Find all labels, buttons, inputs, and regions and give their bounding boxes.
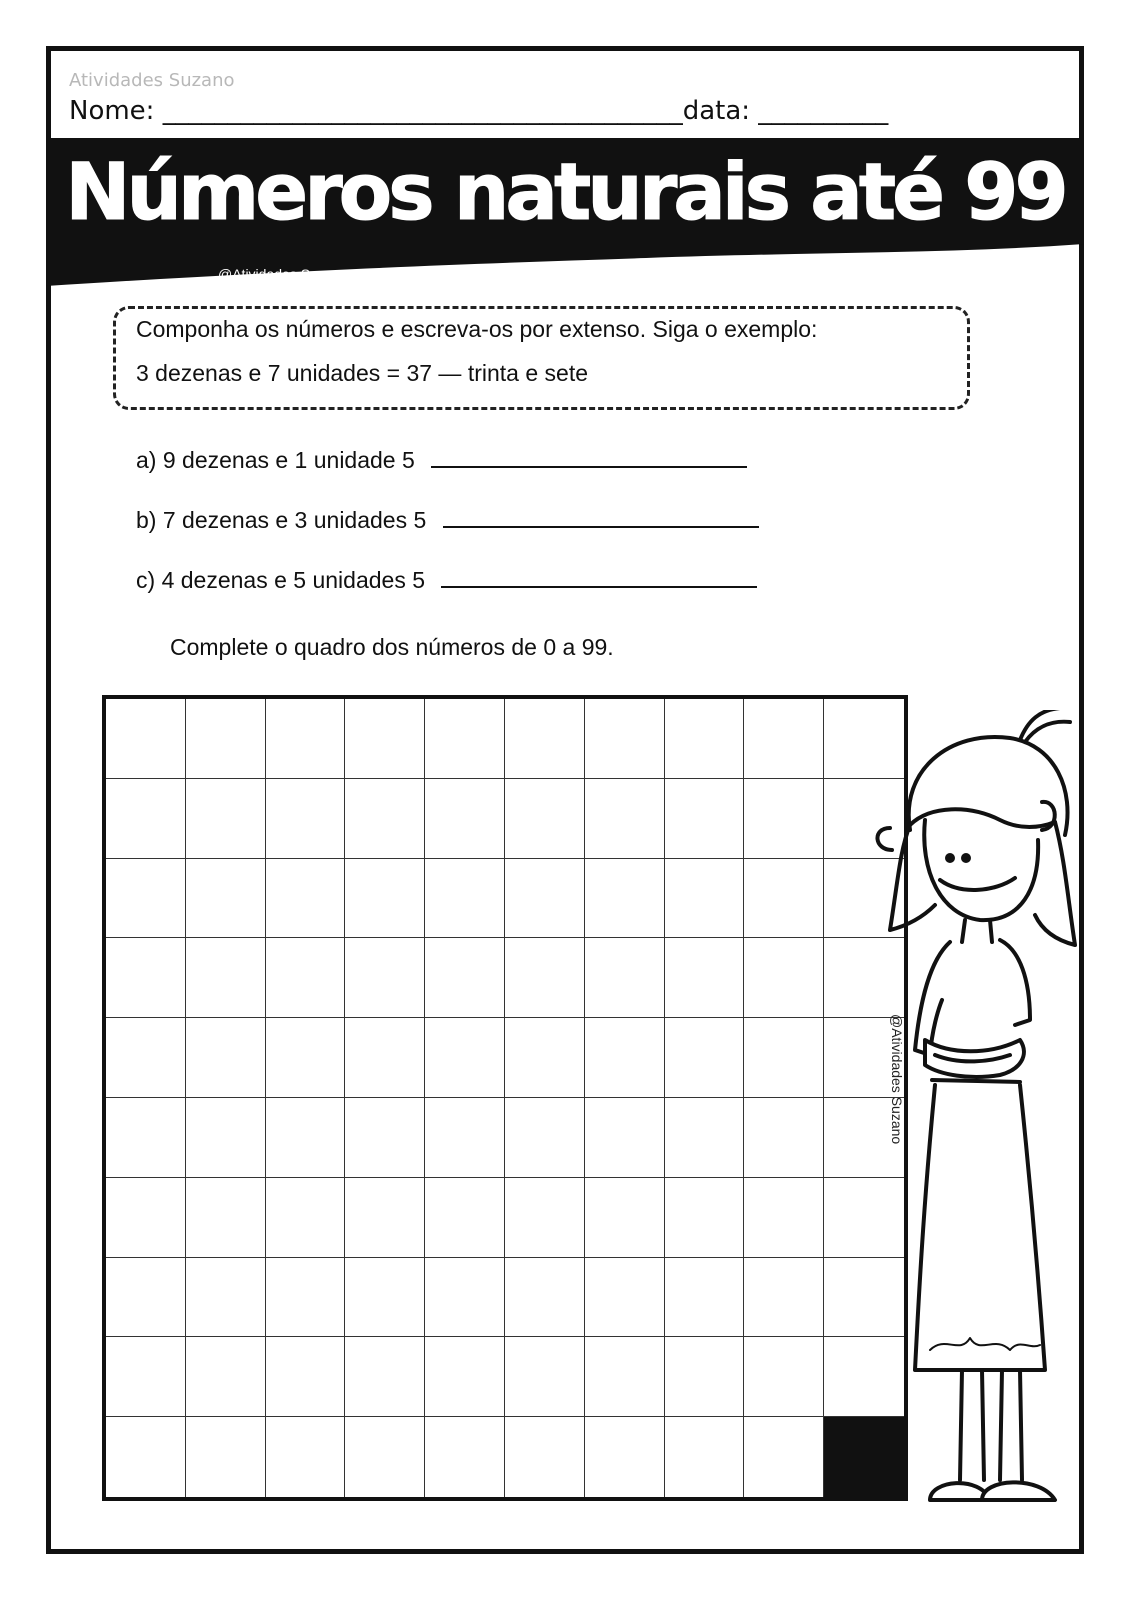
grid-cell[interactable] (505, 1098, 585, 1178)
question-label: b) (136, 507, 157, 533)
grid-cell[interactable] (425, 1337, 505, 1417)
grid-cell[interactable] (345, 938, 425, 1018)
grid-cell[interactable] (744, 699, 824, 779)
grid-cell[interactable] (186, 779, 266, 859)
grid-cell[interactable] (585, 1337, 665, 1417)
grid-cell[interactable] (585, 1258, 665, 1338)
grid-cell[interactable] (505, 938, 585, 1018)
grid-cell[interactable] (266, 1258, 346, 1338)
grid-cell[interactable] (425, 1098, 505, 1178)
question-text: 7 dezenas e 3 unidades 5 (162, 507, 427, 533)
grid-cell[interactable] (665, 938, 745, 1018)
grid-cell[interactable] (345, 699, 425, 779)
grid-cell[interactable] (345, 859, 425, 939)
question-label: a) (136, 447, 157, 473)
grid-cell[interactable] (186, 699, 266, 779)
grid-cell[interactable] (505, 699, 585, 779)
grid-cell[interactable] (425, 699, 505, 779)
question-b (136, 506, 759, 534)
grid-cell[interactable] (505, 1018, 585, 1098)
grid-cell[interactable] (186, 938, 266, 1018)
answer-line[interactable] (441, 566, 757, 588)
grid-cell[interactable] (665, 699, 745, 779)
grid-cell[interactable] (425, 1018, 505, 1098)
grid-cell[interactable] (744, 1018, 824, 1098)
grid-cell[interactable] (186, 859, 266, 939)
grid-cell[interactable] (345, 1018, 425, 1098)
banner-credit: @Atividades Suzano (218, 266, 349, 282)
grid-cell[interactable] (186, 1178, 266, 1258)
header-watermark: Atividades Suzano (69, 70, 235, 91)
grid-cell[interactable] (106, 779, 186, 859)
grid-cell[interactable] (665, 1098, 745, 1178)
grid-cell[interactable] (665, 1417, 745, 1497)
grid-cell[interactable] (186, 1417, 266, 1497)
grid-cell[interactable] (266, 1098, 346, 1178)
grid-cell[interactable] (744, 859, 824, 939)
grid-cell[interactable] (106, 1018, 186, 1098)
grid-cell[interactable] (425, 779, 505, 859)
grid-cell[interactable] (665, 1018, 745, 1098)
grid-cell[interactable] (425, 1178, 505, 1258)
grid-cell[interactable] (505, 1337, 585, 1417)
grid-cell[interactable] (266, 699, 346, 779)
grid-cell[interactable] (585, 699, 665, 779)
grid-cell[interactable] (425, 1417, 505, 1497)
grid-cell[interactable] (106, 1258, 186, 1338)
grid-cell[interactable] (186, 1337, 266, 1417)
grid-cell[interactable] (744, 1337, 824, 1417)
question-label: c) (136, 567, 156, 593)
grid-cell[interactable] (266, 779, 346, 859)
question-text: 9 dezenas e 1 unidade 5 (162, 447, 415, 473)
grid-cell[interactable] (425, 938, 505, 1018)
grid-cell[interactable] (345, 1337, 425, 1417)
grid-cell[interactable] (186, 1258, 266, 1338)
grid-cell[interactable] (665, 859, 745, 939)
grid-cell[interactable] (345, 1178, 425, 1258)
grid-cell[interactable] (665, 1337, 745, 1417)
grid-cell[interactable] (106, 699, 186, 779)
grid-cell[interactable] (744, 1258, 824, 1338)
grid-cell[interactable] (106, 1178, 186, 1258)
grid-cell[interactable] (345, 1258, 425, 1338)
grid-cell[interactable] (585, 938, 665, 1018)
grid-cell[interactable] (744, 938, 824, 1018)
grid-cell[interactable] (665, 779, 745, 859)
grid-cell[interactable] (665, 1178, 745, 1258)
grid-cell[interactable] (585, 1178, 665, 1258)
grid-instruction: Complete o quadro dos números de 0 a 99. (170, 634, 614, 660)
grid-cell[interactable] (106, 1417, 186, 1497)
grid-cell[interactable] (106, 859, 186, 939)
grid-cell[interactable] (106, 1337, 186, 1417)
grid-cell[interactable] (266, 859, 346, 939)
grid-cell[interactable] (744, 779, 824, 859)
grid-cell[interactable] (425, 859, 505, 939)
question-a (136, 446, 747, 474)
grid-cell[interactable] (505, 779, 585, 859)
example-text: 3 dezenas e 7 unidades = 37 — trinta e sete (136, 360, 589, 386)
grid-cell[interactable] (266, 1417, 346, 1497)
grid-cell[interactable] (585, 859, 665, 939)
grid-cell[interactable] (345, 1098, 425, 1178)
name-date-line: Nome: ________________________________________data: __________ (69, 96, 889, 126)
number-grid (102, 695, 908, 1501)
grid-cell[interactable] (505, 1258, 585, 1338)
grid-cell[interactable] (345, 1417, 425, 1497)
grid-cell[interactable] (665, 1258, 745, 1338)
question-text: 4 dezenas e 5 unidades 5 (161, 567, 425, 593)
grid-cell[interactable] (266, 1178, 346, 1258)
question-c (136, 566, 757, 594)
grid-cell[interactable] (505, 1178, 585, 1258)
grid-cell[interactable] (186, 1098, 266, 1178)
instruction-text: Componha os números e escreva-os por extenso. Siga o exemplo: (136, 316, 818, 342)
grid-cell[interactable] (744, 1417, 824, 1497)
grid-cell[interactable] (744, 1178, 824, 1258)
grid-cell[interactable] (585, 1018, 665, 1098)
grid-cell[interactable] (266, 1018, 346, 1098)
answer-line[interactable] (443, 506, 759, 528)
grid-cell[interactable] (585, 1417, 665, 1497)
page-title: Números naturais até 99 (65, 148, 1065, 238)
grid-cell[interactable] (345, 779, 425, 859)
grid-cell[interactable] (425, 1258, 505, 1338)
grid-cell[interactable] (106, 938, 186, 1018)
grid-cell[interactable] (585, 1098, 665, 1178)
answer-line[interactable] (431, 446, 747, 468)
grid-cell[interactable] (266, 938, 346, 1018)
grid-cell[interactable] (266, 1337, 346, 1417)
grid-cell[interactable] (585, 779, 665, 859)
side-credit: @Atividades Suzano (889, 1014, 905, 1145)
grid-cell[interactable] (744, 1098, 824, 1178)
grid-cell[interactable] (186, 1018, 266, 1098)
grid-cell[interactable] (106, 1098, 186, 1178)
grid-cell[interactable] (505, 859, 585, 939)
grid-cell[interactable] (505, 1417, 585, 1497)
